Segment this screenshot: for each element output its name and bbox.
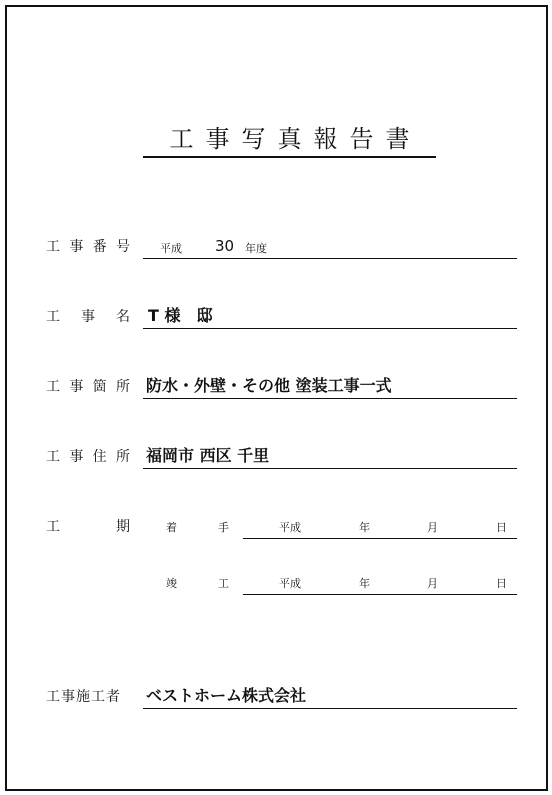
- label-project-address: 工 事 住 所: [46, 449, 130, 465]
- report-title: 工事写真報告書: [143, 124, 436, 158]
- label-project-location: 工 事 箇 所: [46, 379, 130, 395]
- project-location-value: 防水・外壁・その他 塗装工事一式: [146, 376, 392, 395]
- project-location-underline: [143, 398, 517, 399]
- project-number-era: 平成: [160, 242, 182, 255]
- period-end-label-1: 竣: [166, 577, 177, 590]
- contractor-value: ベストホーム株式会社: [146, 686, 307, 705]
- label-contractor: 工事施工者: [46, 689, 121, 705]
- period-start-underline: [243, 538, 517, 539]
- project-address-value: 福岡市 西区 千里: [146, 446, 270, 465]
- project-name-underline: [143, 328, 517, 329]
- label-project-number: 工 事 番 号: [46, 239, 130, 255]
- period-end-year: 年: [359, 577, 370, 590]
- period-start-day: 日: [496, 521, 507, 534]
- period-end-month: 月: [427, 577, 438, 590]
- period-start-label-1: 着: [166, 521, 177, 534]
- label-project-name: 工 事 名: [46, 309, 130, 325]
- project-name-value: T 様 邸: [148, 306, 213, 325]
- period-start-year: 年: [359, 521, 370, 534]
- period-end-era: 平成: [279, 577, 301, 590]
- project-number-suffix: 年度: [245, 242, 267, 255]
- label-project-period: 工 期: [46, 519, 130, 535]
- project-number-underline: [143, 258, 517, 259]
- period-start-month: 月: [427, 521, 438, 534]
- period-end-day: 日: [496, 577, 507, 590]
- period-start-era: 平成: [279, 521, 301, 534]
- period-end-underline: [243, 594, 517, 595]
- period-end-label-2: 工: [218, 577, 229, 590]
- contractor-underline: [143, 708, 517, 709]
- project-address-underline: [143, 468, 517, 469]
- period-start-label-2: 手: [218, 521, 229, 534]
- project-number-year: 30: [215, 237, 235, 255]
